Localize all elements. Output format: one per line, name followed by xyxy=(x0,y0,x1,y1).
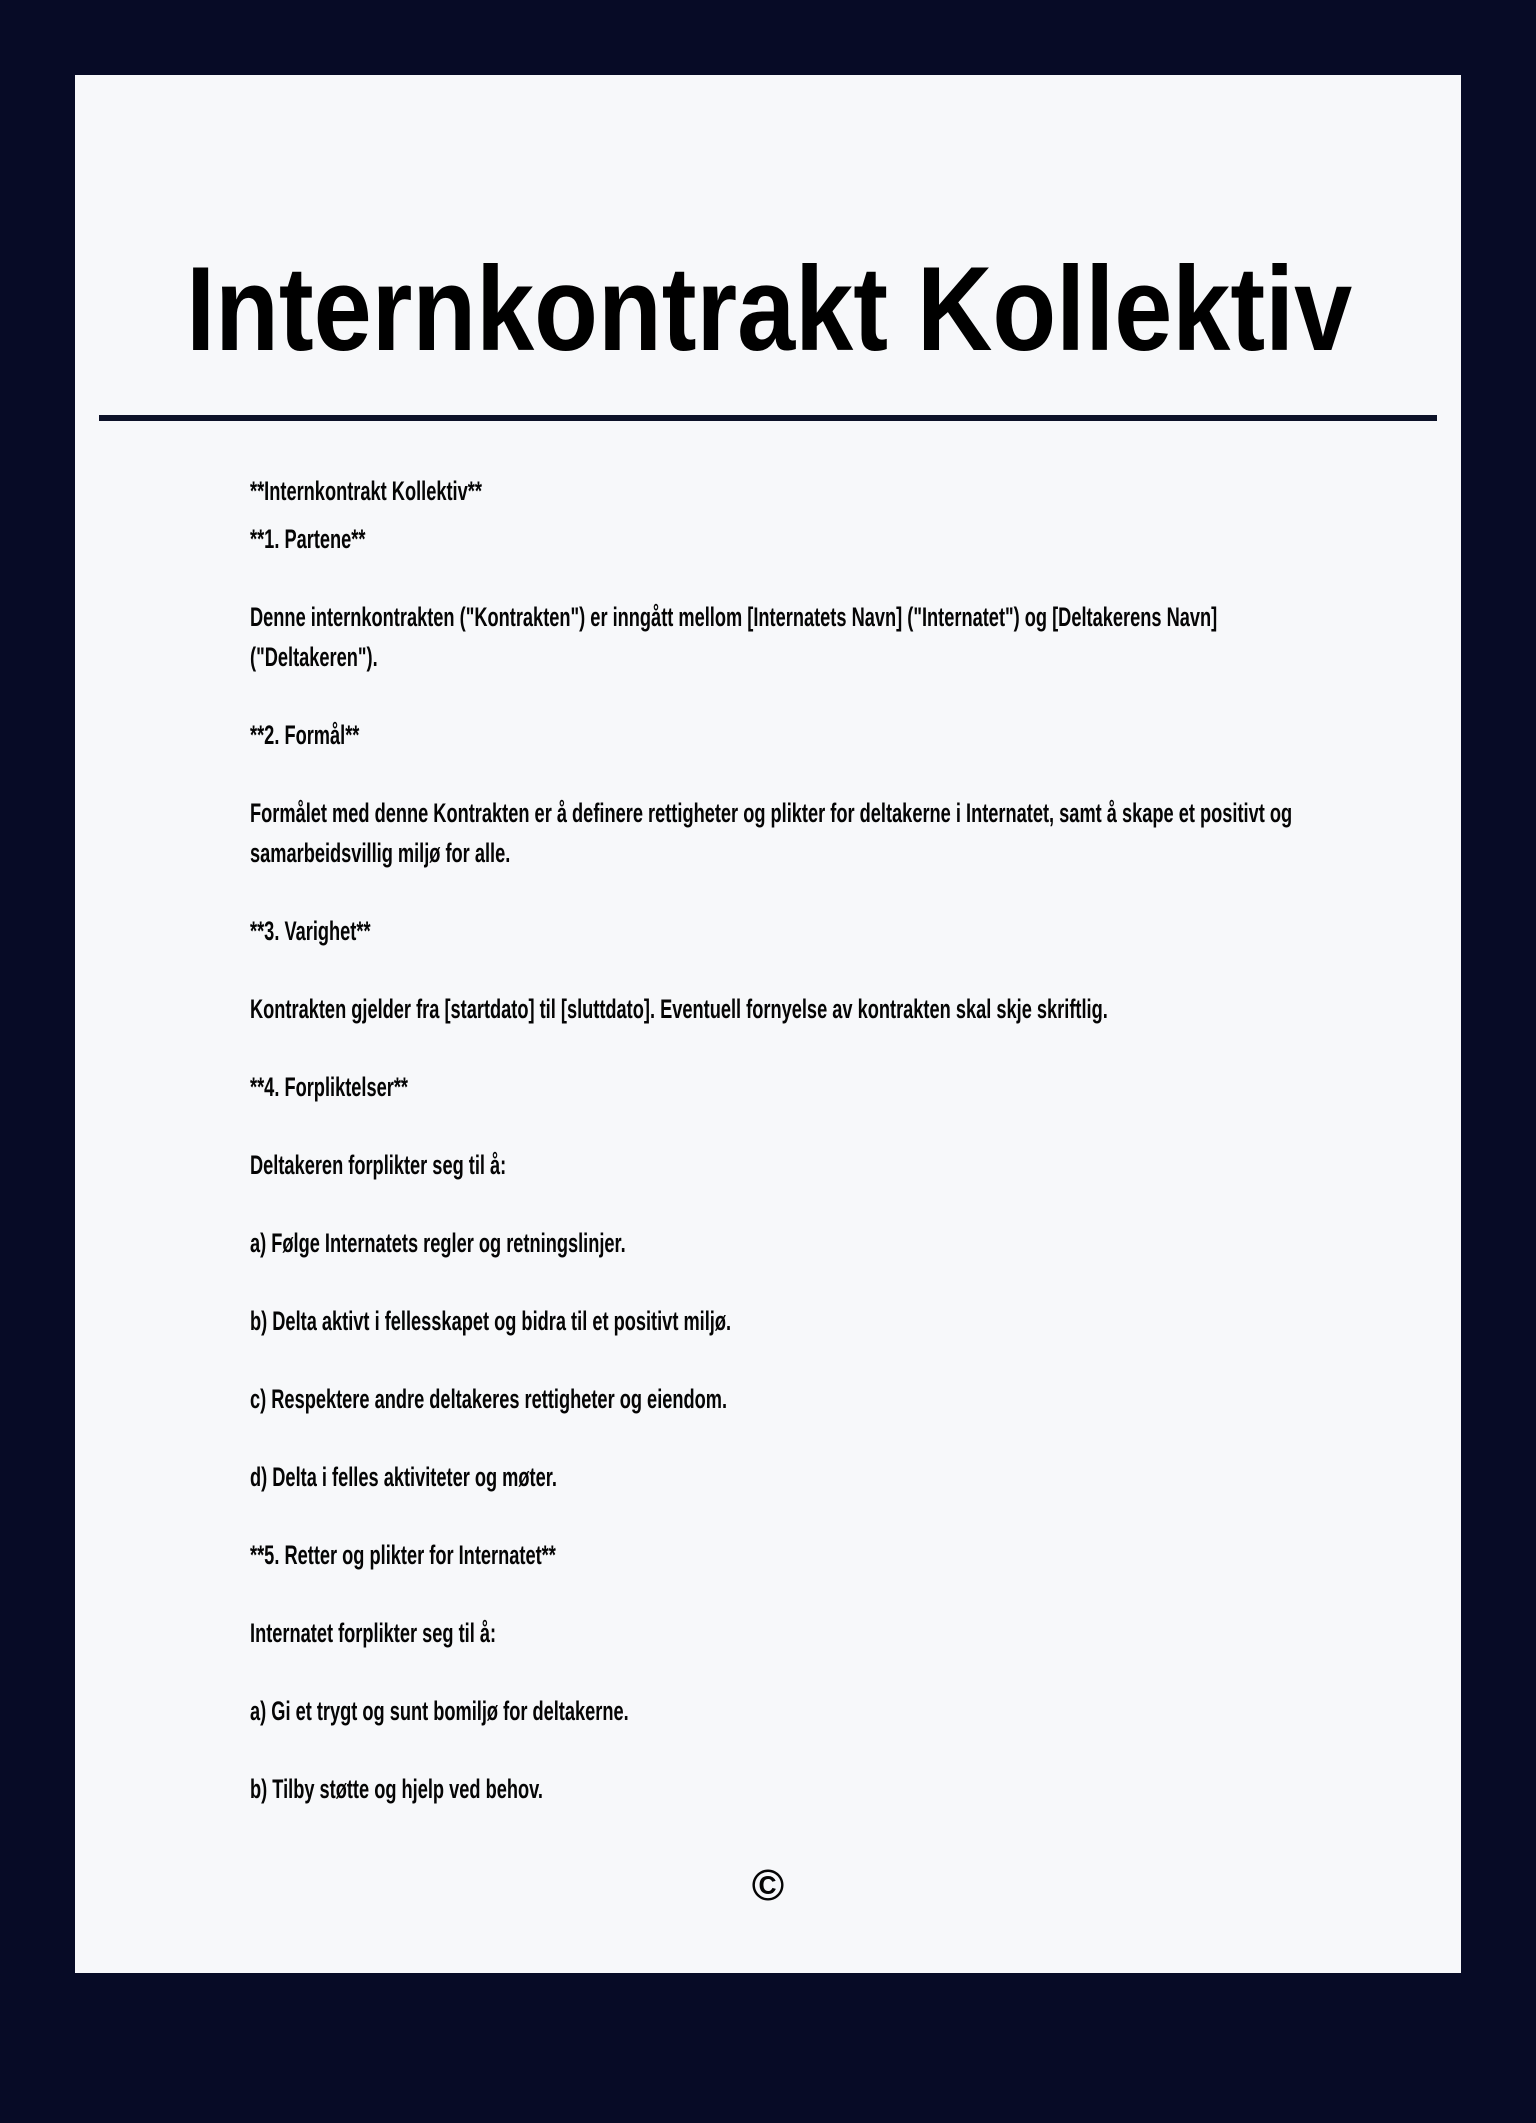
doc-title-line: **Internkontrakt Kollektiv** xyxy=(250,476,482,506)
document-page xyxy=(75,75,1461,1973)
copyright-icon: © xyxy=(751,1861,785,1910)
list-item: b) Delta aktivt i fellesskapet og bidra til et positivt miljø. xyxy=(250,1306,732,1336)
list-item: b) Tilby støtte og hjelp ved behov. xyxy=(250,1774,543,1804)
section-heading: **3. Varighet** xyxy=(250,916,371,946)
paragraph: Deltakeren forplikter seg til å: xyxy=(250,1150,507,1180)
list-item: d) Delta i felles aktiviteter og møter. xyxy=(250,1462,557,1492)
paragraph: Kontrakten gjelder fra [startdato] til [sluttdato]. Eventuell fornyelse av kontrakten skal skje skriftlig. xyxy=(250,994,1108,1024)
list-item: c) Respektere andre deltakeres rettigheter og eiendom. xyxy=(250,1384,728,1414)
paragraph: Formålet med denne Kontrakten er å definere rettigheter og plikter for deltakerne i Internatet, samt å skape et positivt og samarbeidsvillig miljø for alle. xyxy=(250,798,1293,868)
document-header xyxy=(99,75,1437,421)
list-item: a) Gi et trygt og sunt bomiljø for deltakerne. xyxy=(250,1696,629,1726)
paragraph: Denne internkontrakten ("Kontrakten") er inngått mellom [Internatets Navn] ("Internatet") og [Deltakerens Navn] ("Deltakeren"). xyxy=(250,602,1218,672)
page-title-text: Internkontrakt Kollektiv xyxy=(186,242,1353,376)
section-heading: **2. Formål** xyxy=(250,720,360,750)
section-heading: **1. Partene** xyxy=(250,524,366,554)
document-body xyxy=(75,421,1461,1809)
section-heading: **4. Forpliktelser** xyxy=(250,1072,409,1102)
page-title xyxy=(99,242,1437,376)
text-column xyxy=(250,471,1293,1809)
paragraph: Internatet forplikter seg til å: xyxy=(250,1618,497,1648)
list-item: a) Følge Internatets regler og retningslinjer. xyxy=(250,1228,626,1258)
section-heading: **5. Retter og plikter for Internatet** xyxy=(250,1540,556,1570)
